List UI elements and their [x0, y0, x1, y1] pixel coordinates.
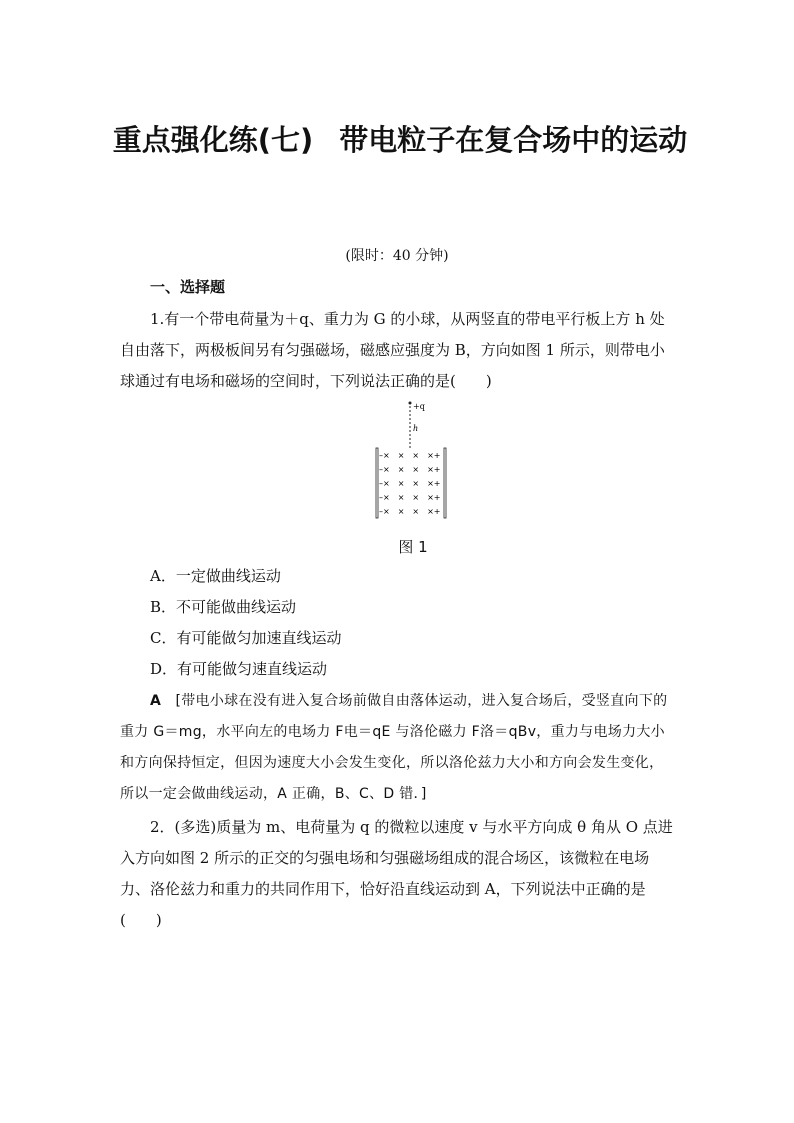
field-row: –× × × ×+ [379, 493, 441, 502]
title-part-2: 带电粒子在复合场中的运动 [339, 123, 688, 157]
field-row: –× × × ×+ [379, 451, 441, 460]
page-title [100, 112, 700, 168]
section-heading: 一、选择题 [150, 278, 226, 296]
question-1-body: 1.有一个带电荷量为＋q、重力为 G 的小球，从两竖直的带电平行板上方 h 处自由落下，两极板间另有匀强磁场，磁感应强度为 B，方向如图 1 所示，则带电小球通过有电场和磁场的空间时，下列说法正确的是( ) [120, 310, 665, 390]
question-1-options [150, 561, 341, 685]
title-part-1: 重点强化练(七) [112, 123, 314, 157]
left-plate [376, 448, 378, 518]
answer-explanation: [带电小球在没有进入复合场前做自由落体运动，进入复合场后，受竖直向下的重力 G＝mg，水平向左的电场力 F电＝qE 与洛伦磁力 F洛＝qBv，重力与电场力大小和方向保持恒定，但因为速度大小会发生变化，所以洛伦兹力大小和方向会发生变化，所以一定会做曲线运动，A 正确，B、C、D 错．] [120, 693, 668, 802]
right-plate [444, 448, 446, 518]
figure-1-diagram [372, 400, 452, 520]
height-label: h [413, 424, 419, 433]
question-1-answer [120, 686, 676, 810]
charge-label: +q [413, 402, 425, 411]
option-b[interactable]: B．不可能做曲线运动 [150, 598, 297, 616]
field-row: –× × × ×+ [379, 507, 441, 516]
option-a[interactable]: A．一定做曲线运动 [150, 567, 281, 585]
question-1-text [120, 304, 676, 397]
field-row: –× × × ×+ [379, 479, 441, 488]
charged-ball [409, 402, 412, 405]
option-c[interactable]: C．有可能做匀加速直线运动 [150, 629, 342, 647]
question-2-text [120, 812, 676, 936]
time-limit: (限时：40 分钟) [345, 248, 449, 264]
option-d[interactable]: D．有可能做匀速直线运动 [150, 660, 328, 678]
answer-letter: A [150, 693, 162, 709]
figure-1-caption: 图 1 [398, 538, 428, 556]
field-row: –× × × ×+ [379, 465, 441, 474]
question-2-body: 2．(多选)质量为 m、电荷量为 q 的微粒以速度 v 与水平方向成 θ 角从 O 点进入方向如图 2 所示的正交的匀强电场和匀强磁场组成的混合场区，该微粒在电场力、洛伦兹力和重力的共同作用下，恰好沿直线运动到 A，下列说法中正确的是( ) [120, 818, 673, 929]
